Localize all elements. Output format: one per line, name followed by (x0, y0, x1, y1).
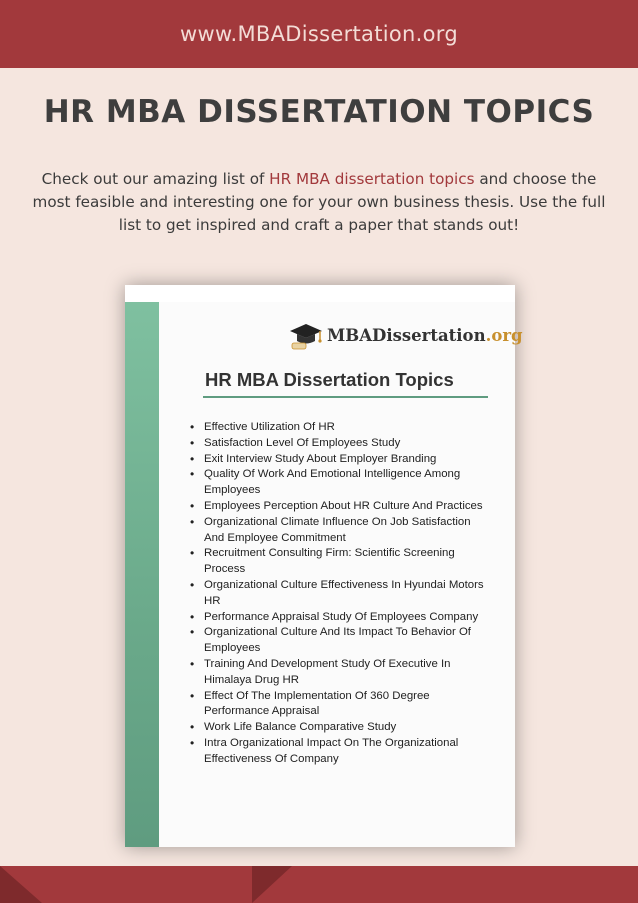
intro-highlight-link[interactable]: HR MBA dissertation topics (269, 170, 475, 188)
topic-item: • Recruitment Consulting Firm: Scientific Screening Process (188, 546, 488, 578)
intro-paragraph (24, 168, 614, 237)
topic-item: • Effective Utilization Of HR (188, 420, 488, 436)
topic-list (188, 420, 488, 768)
footer-decoration-middle (252, 866, 292, 903)
topic-item: • Performance Appraisal Study Of Employees Company (188, 610, 488, 626)
topic-item: • Organizational Climate Influence On Job Satisfaction And Employee Commitment (188, 515, 488, 547)
topic-item: • Employees Perception About HR Culture And Practices (188, 499, 488, 515)
header-bar (0, 0, 638, 68)
graduation-cap-icon (289, 318, 323, 352)
topic-item: • Training And Development Study Of Executive In Himalaya Drug HR (188, 657, 488, 689)
topic-item: • Effect Of The Implementation Of 360 Degree Performance Appraisal (188, 689, 488, 721)
document-title: HR MBA Dissertation Topics (205, 369, 454, 390)
footer-decoration-left (0, 866, 42, 903)
footer-bar (0, 866, 638, 903)
topic-item: • Satisfaction Level Of Employees Study (188, 436, 488, 452)
topic-item: • Quality Of Work And Emotional Intelligence Among Employees (188, 467, 488, 499)
page-title: HR MBA DISSERTATION TOPICS (43, 94, 595, 130)
document-logo (289, 318, 523, 352)
topic-item: • Work Life Balance Comparative Study (188, 720, 488, 736)
intro-text-after: and choose the most feasible and interesting one for your own business thesis. Use the full list to get inspired and craft a paper that stands out! (32, 170, 606, 234)
topic-item: • Intra Organizational Impact On The Organizational Effectiveness Of Company (188, 736, 488, 768)
document-side-strip (125, 302, 159, 847)
topic-item: • Organizational Culture And Its Impact To Behavior Of Employees (188, 625, 488, 657)
topic-item: • Organizational Culture Effectiveness In Hyundai Motors HR (188, 578, 488, 610)
website-link[interactable]: www.MBADissertation.org (180, 22, 458, 46)
document-title-divider (203, 396, 488, 398)
logo-tld: .org (485, 325, 523, 345)
topic-item: • Exit Interview Study About Employer Branding (188, 452, 488, 468)
logo-text (327, 326, 523, 345)
intro-text-before: Check out our amazing list of (41, 170, 270, 188)
logo-name: MBADissertation (327, 325, 486, 345)
